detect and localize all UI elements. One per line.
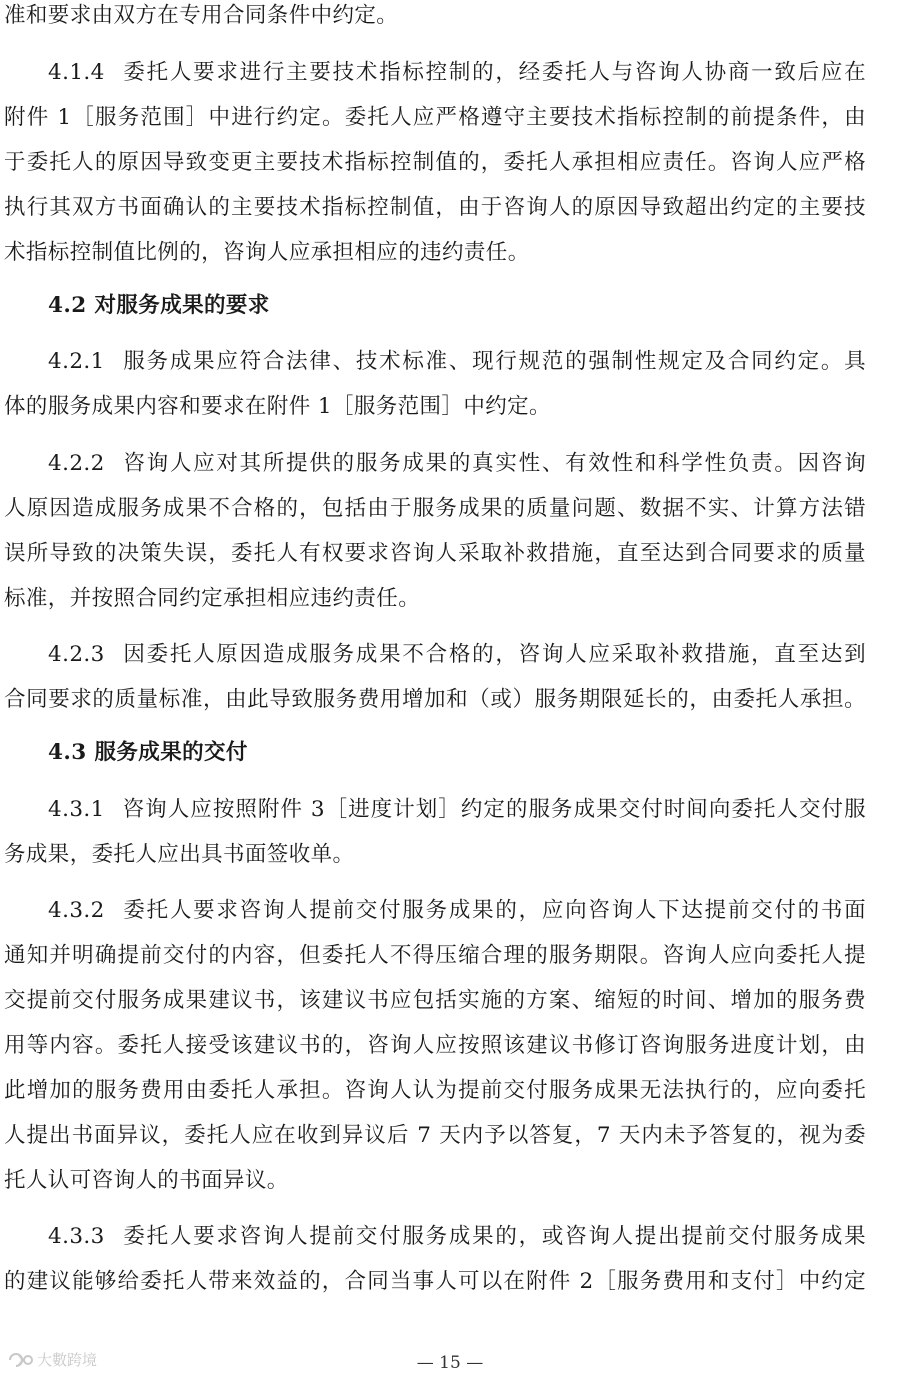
clause-4-3-3-line-1	[48, 1215, 866, 1259]
clause-4-2-1-line-1	[48, 340, 866, 384]
text-line: 托人认可咨询人的书面异议。	[4, 1168, 289, 1193]
clause-number: 4.1.4	[48, 60, 105, 85]
clause-4-1-4-line-1	[48, 51, 866, 95]
text-line: 误所导致的决策失误，委托人有权要求咨询人采取补救措施，直至达到合同要求的质量	[4, 541, 866, 566]
text-line: 标准，并按照合同约定承担相应违约责任。	[4, 586, 421, 611]
section-heading-4-3: 4.3 服务成果的交付	[48, 740, 248, 765]
clause-text: 因委托人原因造成服务成果不合格的，咨询人应采取补救措施，直至达到	[122, 642, 866, 667]
page-number: — 15 —	[416, 1353, 484, 1373]
clause-text: 委托人要求咨询人提前交付服务成果的，应向咨询人下达提前交付的书面	[122, 898, 866, 923]
clause-text: 委托人要求咨询人提前交付服务成果的，或咨询人提出提前交付服务成果	[122, 1224, 866, 1249]
text-line: 附件 1［服务范围］中进行约定。委托人应严格遵守主要技术指标控制的前提条件，由	[4, 105, 866, 130]
clause-text: 委托人要求进行主要技术指标控制的，经委托人与咨询人协商一致后应在	[122, 60, 866, 85]
clause-number: 4.3.1	[48, 797, 105, 822]
clause-number: 4.2.1	[48, 349, 105, 374]
clause-4-3-2-line-1	[48, 889, 866, 933]
text-line: 人提出书面异议，委托人应在收到异议后 7 天内予以答复，7 天内未予答复的，视为委	[4, 1123, 866, 1148]
text-line: 合同要求的质量标准，由此导致服务费用增加和（或）服务期限延长的，由委托人承担。	[4, 687, 866, 712]
text-line: 用等内容。委托人接受该建议书的，咨询人应按照该建议书修订咨询服务进度计划，由	[4, 1033, 866, 1058]
watermark-text: 大數跨境	[37, 1351, 98, 1369]
clause-number: 4.3.2	[48, 898, 105, 923]
text-line: 通知并明确提前交付的内容，但委托人不得压缩合理的服务期限。咨询人应向委托人提	[4, 943, 866, 968]
text-line: 于委托人的原因导致变更主要技术指标控制值的，委托人承担相应责任。咨询人应严格	[4, 150, 866, 175]
clause-number: 4.3.3	[48, 1224, 105, 1249]
clause-4-2-3-line-1	[48, 633, 866, 677]
text-line: 准和要求由双方在专用合同条件中约定。	[4, 3, 399, 28]
section-heading-4-2: 4.2 对服务成果的要求	[48, 293, 270, 318]
text-line: 术指标控制值比例的，咨询人应承担相应的违约责任。	[4, 240, 530, 265]
clause-4-3-1-line-1	[48, 788, 866, 832]
clause-number: 4.2.2	[48, 451, 105, 476]
clause-number: 4.2.3	[48, 642, 105, 667]
clause-text: 服务成果应符合法律、技术标准、现行规范的强制性规定及合同约定。具	[122, 349, 866, 374]
clause-4-2-2-line-1	[48, 442, 866, 486]
text-line: 体的服务成果内容和要求在附件 1［服务范围］中约定。	[4, 394, 551, 419]
text-line: 此增加的服务费用由委托人承担。咨询人认为提前交付服务成果无法执行的，应向委托	[4, 1078, 866, 1103]
text-line: 务成果，委托人应出具书面签收单。	[4, 842, 355, 867]
text-line: 交提前交付服务成果建议书，该建议书应包括实施的方案、缩短的时间、增加的服务费	[4, 988, 866, 1013]
clause-text: 咨询人应对其所提供的服务成果的真实性、有效性和科学性负责。因咨询	[122, 451, 866, 476]
text-line: 执行其双方书面确认的主要技术指标控制值，由于咨询人的原因导致超出约定的主要技	[4, 195, 866, 220]
text-line: 的建议能够给委托人带来效益的，合同当事人可以在附件 2［服务费用和支付］中约定	[4, 1269, 866, 1294]
text-line: 人原因造成服务成果不合格的，包括由于服务成果的质量问题、数据不实、计算方法错	[4, 496, 866, 521]
clause-text: 咨询人应按照附件 3［进度计划］约定的服务成果交付时间向委托人交付服	[122, 797, 866, 822]
